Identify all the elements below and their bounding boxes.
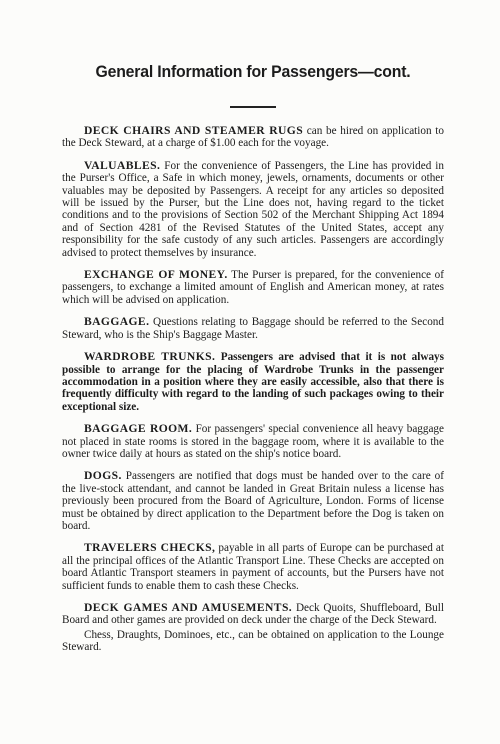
section-deck-games: [62, 602, 444, 627]
page-title: General Information for Passengers—cont.: [95, 62, 411, 81]
section-deck-chairs: [62, 125, 444, 150]
section-text: For the convenience of Passengers, the Line has provided in the Purser's Office, a Safe in which money, jewels, ornaments, documents or other valuables may be deposited by Passengers. A receipt for any articles so deposited will be issued by the Purser, but the Line does not, having regard to the ticket conditions and to the provisions of Section 502 of the Merchant Shipping Act 1894 and of Section 4281 of the Revised Statutes of the United States, accept any responsibility for the safe custody of any such articles. Passengers are accordingly advised to protect themselves by insurance.: [62, 159, 444, 259]
section-text: The Purser is prepared, for the convenience of passengers, to exchange a limited amount of English and American money, at rates which will be advised on application.: [62, 269, 444, 306]
section-valuables: [62, 160, 444, 259]
section-text: For passengers' special convenience all heavy baggage not placed in state rooms is stored in the baggage room, where it is available to the owner twice daily at hours as stated on the ship's notice board.: [62, 423, 444, 460]
section-exchange-of-money: [62, 269, 444, 306]
section-heading: DECK GAMES AND AMUSEMENTS.: [84, 601, 293, 614]
title-divider: [230, 106, 276, 108]
section-heading: DOGS.: [84, 469, 122, 483]
section-text: Passengers are advised that it is not always possible to arrange for the placing of Wardrobe Trunks in the passenger accommodation in a position where they are easily accessible, also that there is frequently difficulty with regard to the landing of such packages owing to their exceptional size.: [62, 351, 444, 413]
section-heading: WARDROBE TRUNKS.: [84, 350, 216, 364]
section-dogs: [62, 470, 444, 532]
section-text: Questions relating to Baggage should be referred to the Second Steward, who is the Ship's Baggage Master.: [62, 316, 444, 341]
section-baggage: [62, 316, 444, 341]
section-heading: VALUABLES.: [84, 158, 161, 172]
section-text: Deck Quoits, Shuffleboard, Bull Board and other games are provided on deck under the charge of the Deck Steward.: [62, 602, 444, 627]
section-text: payable in all parts of Europe can be purchased at all the principal offices of the Atlantic Transport Line. These Checks are accepted on board Atlantic Transport steamers in payment of accounts, but the Pursers have not sufficient funds to enable them to cash these Checks.: [62, 542, 444, 592]
section-text: can be hired on application to the Deck Steward, at a charge of $1.00 each for the voyage.: [62, 125, 444, 150]
section-wardrobe-trunks: [62, 351, 444, 413]
closing-paragraph: Chess, Draughts, Dominoes, etc., can be obtained on application to the Lounge Steward.: [62, 628, 444, 654]
section-heading: BAGGAGE ROOM.: [84, 422, 193, 436]
section-travelers-checks: [62, 542, 444, 592]
section-baggage-room: [62, 423, 444, 460]
section-heading: BAGGAGE.: [84, 315, 150, 329]
section-heading: TRAVELERS CHECKS,: [84, 541, 216, 555]
section-text: Passengers are notified that dogs must be handed over to the care of the live-stock attendant, and cannot be landed in Great Britain nuless a license has previously been procured from the Board of Agriculture, London. Forms of license must be obtained by direct application to the Department before the Dog is taken on board.: [62, 470, 444, 532]
section-heading: DECK CHAIRS AND STEAMER RUGS: [84, 124, 304, 137]
section-heading: EXCHANGE OF MONEY.: [84, 268, 228, 282]
